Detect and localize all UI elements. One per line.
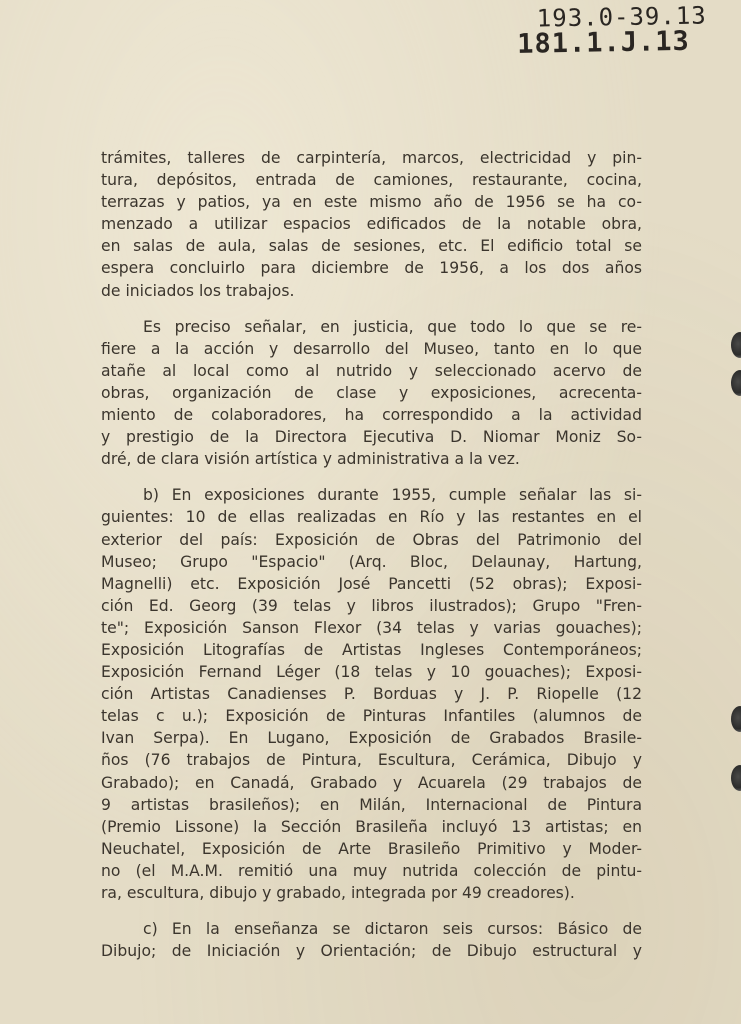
text-line: no (el M.A.M. remitió una muy nutrida colección de pintu- bbox=[101, 861, 642, 880]
text-line: dré, de clara visión artística y administrativa a la vez. bbox=[101, 450, 520, 469]
text-line: tura, depósitos, entrada de camiones, restaurante, cocina, bbox=[101, 171, 642, 190]
text-line: ción Artistas Canadienses P. Borduas y J. P. Riopelle (12 bbox=[101, 685, 642, 704]
text-line: en salas de aula, salas de sesiones, etc. El edificio total se bbox=[101, 237, 642, 256]
text-line: Dibujo; de Iniciación y Orientación; de Dibujo estructural y bbox=[101, 942, 642, 961]
text-line: b) En exposiciones durante 1955, cumple señalar las si- bbox=[143, 486, 642, 505]
binding-hole-mark bbox=[731, 765, 741, 791]
binding-hole-mark bbox=[731, 706, 741, 732]
text-line: menzado a utilizar espacios edificados de la notable obra, bbox=[101, 215, 642, 234]
text-line: atañe al local como al nutrido y seleccionado acervo de bbox=[101, 361, 642, 380]
document-body-text bbox=[101, 147, 642, 962]
text-line: ra, escultura, dibujo y grabado, integrada por 49 creadores). bbox=[101, 884, 575, 902]
annotation-line-2: 181.1.J.13 bbox=[517, 25, 691, 60]
text-line: ción Ed. Georg (39 telas y libros ilustrados); Grupo "Fren- bbox=[101, 596, 642, 615]
paragraph bbox=[101, 918, 642, 962]
text-line: Exposición Litografías de Artistas Ingleses Contemporáneos; bbox=[101, 640, 642, 659]
annotation-line-1: 193.0-39.13 bbox=[536, 1, 708, 33]
text-line: de iniciados los trabajos. bbox=[101, 281, 295, 300]
text-line: te"; Exposición Sanson Flexor (34 telas y varias gouaches); bbox=[101, 618, 642, 637]
text-line: fiere a la acción y desarrollo del Museo, tanto en lo que bbox=[101, 339, 642, 358]
text-line: obras, organización de clase y exposiciones, acrecenta- bbox=[101, 383, 642, 402]
binding-hole-mark bbox=[731, 332, 741, 358]
binding-hole-mark bbox=[731, 370, 741, 396]
text-line: Museo; Grupo "Espacio" (Arq. Bloc, Delaunay, Hartung, bbox=[101, 552, 642, 571]
text-line: trámites, talleres de carpintería, marcos, electricidad y pin- bbox=[101, 149, 642, 167]
text-line: guientes: 10 de ellas realizadas en Río y las restantes en el bbox=[101, 508, 642, 527]
text-line: exterior del país: Exposición de Obras del Patrimonio del bbox=[101, 530, 642, 549]
text-line: Magnelli) etc. Exposición José Pancetti (52 obras); Exposi- bbox=[101, 574, 642, 593]
text-line: (Premio Lissone) la Sección Brasileña incluyó 13 artistas; en bbox=[101, 817, 642, 836]
text-line: Ivan Serpa). En Lugano, Exposición de Grabados Brasile- bbox=[101, 729, 642, 748]
text-line: espera concluirlo para diciembre de 1956, a los dos años bbox=[101, 259, 642, 278]
paragraph bbox=[101, 316, 642, 471]
handwritten-catalog-annotation bbox=[517, 1, 708, 60]
text-line: terrazas y patios, ya en este mismo año de 1956 se ha co- bbox=[101, 193, 642, 212]
paragraph bbox=[101, 484, 642, 904]
text-line: Grabado); en Canadá, Grabado y Acuarela (29 trabajos de bbox=[101, 773, 642, 792]
text-line: c) En la enseñanza se dictaron seis cursos: Básico de bbox=[143, 920, 642, 939]
text-line: 9 artistas brasileños); en Milán, Internacional de Pintura bbox=[101, 795, 642, 814]
text-line: ños (76 trabajos de Pintura, Escultura, Cerámica, Dibujo y bbox=[101, 751, 642, 770]
text-line: Neuchatel, Exposición de Arte Brasileño Primitivo y Moder- bbox=[101, 839, 642, 858]
text-line: Es preciso señalar, en justicia, que todo lo que se re- bbox=[143, 317, 642, 336]
text-line: Exposición Fernand Léger (18 telas y 10 gouaches); Exposi- bbox=[101, 663, 642, 682]
text-line: y prestigio de la Directora Ejecutiva D. Niomar Moniz So- bbox=[101, 428, 642, 447]
paragraph bbox=[101, 147, 642, 302]
text-line: telas c u.); Exposición de Pinturas Infantiles (alumnos de bbox=[101, 707, 642, 726]
text-line: miento de colaboradores, ha correspondido a la actividad bbox=[101, 406, 642, 425]
